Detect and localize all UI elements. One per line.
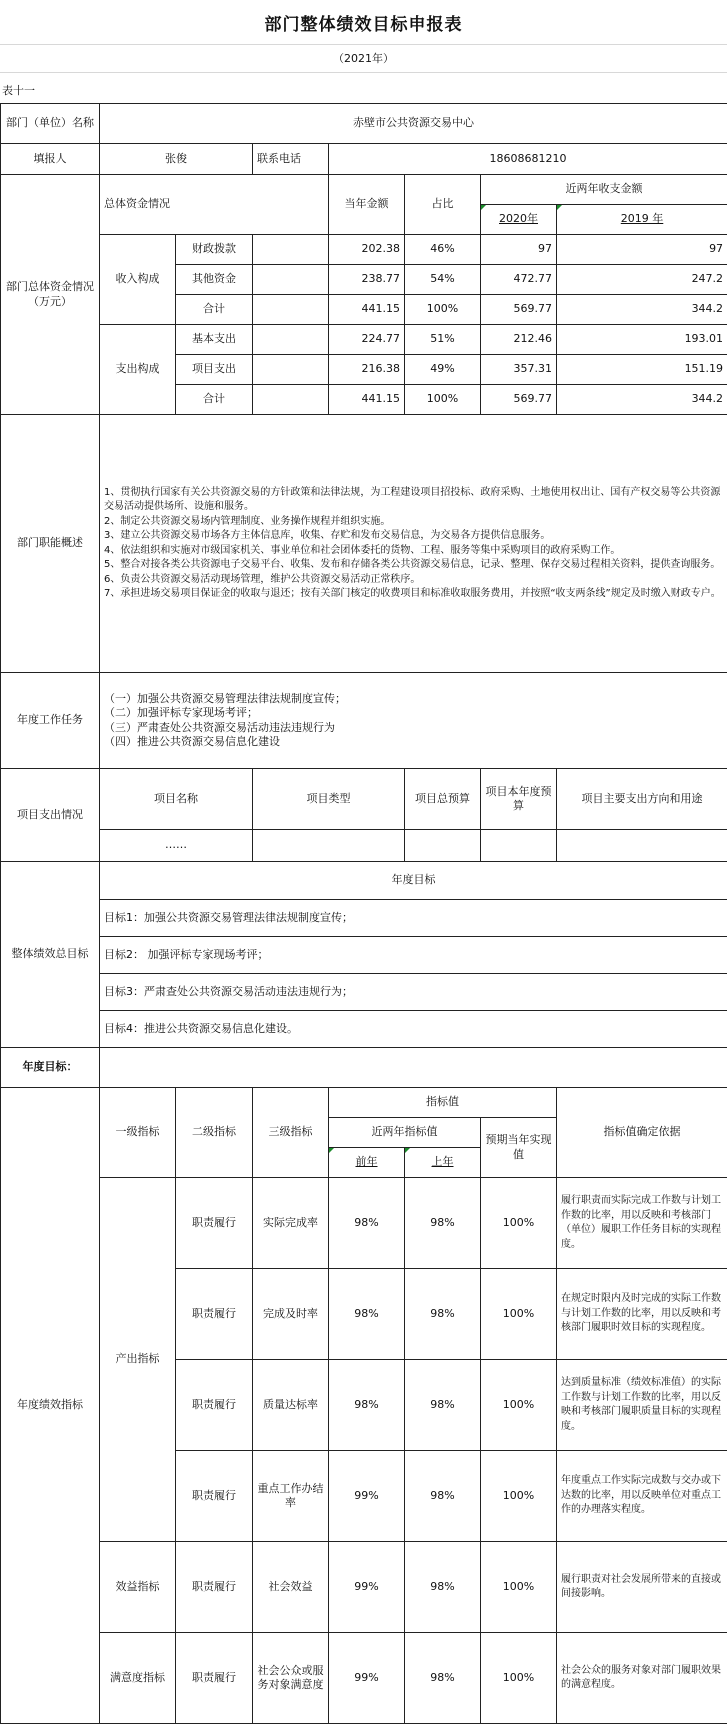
level1-header: 一级指标 <box>100 1088 176 1178</box>
basis-text: 履行职责而实际完成工作数与计划工作数的比率，用以反映和考核部门（单位）履职工作任务目标的实现程度。 <box>557 1178 727 1269</box>
amount-2020: 569.77 <box>481 295 557 325</box>
current-amount: 441.15 <box>329 385 405 415</box>
goals-header-row <box>1 862 727 900</box>
goal-item: 目标3：严肃查处公共资源交易活动违法违规行为； <box>100 974 727 1011</box>
ratio: 100% <box>405 385 481 415</box>
expected-value: 100% <box>481 1633 557 1724</box>
recent-values-header: 近两年指标值 <box>329 1118 481 1148</box>
level2-value: 职责履行 <box>176 1542 253 1633</box>
indicator-row <box>1 1633 727 1724</box>
empty-cell <box>253 265 329 295</box>
project-name: …… <box>100 830 253 862</box>
fund-item-name: 项目支出 <box>176 355 253 385</box>
level2-value: 职责履行 <box>176 1269 253 1360</box>
goals-label: 整体绩效总目标 <box>1 862 100 1048</box>
amount-2019: 193.01 <box>557 325 727 355</box>
ratio: 100% <box>405 295 481 325</box>
amount-2019: 97 <box>557 235 727 265</box>
project-name-header: 项目名称 <box>100 769 253 830</box>
ratio: 54% <box>405 265 481 295</box>
duties-text: 1、贯彻执行国家有关公共资源交易的方针政策和法律法规，为工程建设项目招投标、政府采购、土地使用权出让、国有产权交易等公共资源交易活动提供场所、设施和服务。 2、制定公共资源交易场内管理制度、业务操作规程并组织实施。 3、建立公共资源交易市场各方主体信息库，收集、存贮和发布交易信息，为交易各方提供信息服务。 4、依法组织和实施对市级国家机关、事业单位和社会团体委托的货物、工程、服务等集中采购项目的政府采购工作。 5、整合对接各类公共资源电子交易平台、收集、发布和存储各类公共资源交易信息，记录、整理、保存交易过程相关资料，提供查询服务。 6、负责公共资源交易活动现场管理，维护公共资源交易活动正常秩序。 7、承担进场交易项目保证金的收取与退还；按有关部门核定的收费项目和标准收取服务费用，并按照“收支两条线”规定及时缴入财政专户。 <box>100 415 727 673</box>
empty-cell <box>253 385 329 415</box>
fund-item-name: 合计 <box>176 295 253 325</box>
report-year: （2021年） <box>0 44 727 72</box>
level3-value: 社会公众或服务对象满意度 <box>253 1633 329 1724</box>
prev-year-header: 前年 <box>329 1148 405 1178</box>
dept-label: 部门（单位）名称 <box>1 104 100 144</box>
reporter-row <box>1 144 727 175</box>
expected-value: 100% <box>481 1542 557 1633</box>
amount-2020: 569.77 <box>481 385 557 415</box>
funds-overview-label: 总体资金情况 <box>100 175 329 235</box>
level2-value: 职责履行 <box>176 1178 253 1269</box>
last-value: 98% <box>405 1542 481 1633</box>
amount-2019: 344.2 <box>557 385 727 415</box>
indicator-row <box>1 1178 727 1269</box>
indicator-row <box>1 1542 727 1633</box>
annual-goals-header: 年度目标 <box>100 862 727 900</box>
basis-text: 履行职责对社会发展所带来的直接或间接影响。 <box>557 1542 727 1633</box>
project-use-header: 项目主要支出方向和用途 <box>557 769 727 830</box>
empty-cell <box>253 355 329 385</box>
ratio: 46% <box>405 235 481 265</box>
output-group-label: 产出指标 <box>100 1178 176 1542</box>
ratio: 49% <box>405 355 481 385</box>
goal-item: 目标4：推进公共资源交易信息化建设。 <box>100 1011 727 1048</box>
prev-value: 99% <box>329 1451 405 1542</box>
dept-name: 赤壁市公共资源交易中心 <box>100 104 727 144</box>
prev-value: 99% <box>329 1542 405 1633</box>
goal-row <box>1 1011 727 1048</box>
last-value: 98% <box>405 1178 481 1269</box>
project-total-header: 项目总预算 <box>405 769 481 830</box>
recent-years-header: 近两年收支金额 <box>481 175 727 205</box>
expected-value-header: 预期当年实现值 <box>481 1118 557 1178</box>
goal-item: 目标2： 加强评标专家现场考评； <box>100 937 727 974</box>
table-row <box>1 235 727 265</box>
prev-value: 98% <box>329 1360 405 1451</box>
empty-cell <box>100 1048 727 1088</box>
expected-value: 100% <box>481 1269 557 1360</box>
tasks-text: （一）加强公共资源交易管理法律法规制度宣传； （二）加强评标专家现场考评； （三）严肃查处公共资源交易活动违法违规行为 （四）推进公共资源交易信息化建设 <box>100 673 727 769</box>
prev-value: 99% <box>329 1633 405 1724</box>
basis-text: 在规定时限内及时完成的实际工作数与计划工作数的比率，用以反映和考核部门履职时效目标的实现程度。 <box>557 1269 727 1360</box>
satisfaction-group-label: 满意度指标 <box>100 1633 176 1724</box>
amount-2020: 97 <box>481 235 557 265</box>
level3-value: 质量达标率 <box>253 1360 329 1451</box>
ratio: 51% <box>405 325 481 355</box>
amount-2019: 247.2 <box>557 265 727 295</box>
annual-goal-row <box>1 1048 727 1088</box>
current-amount: 224.77 <box>329 325 405 355</box>
expected-value: 100% <box>481 1360 557 1451</box>
amount-2020: 472.77 <box>481 265 557 295</box>
current-amount: 216.38 <box>329 355 405 385</box>
projects-label: 项目支出情况 <box>1 769 100 862</box>
project-type-header: 项目类型 <box>253 769 405 830</box>
annual-goal-label: 年度目标： <box>1 1048 100 1088</box>
table-number: 表十一 <box>2 82 35 98</box>
funds-header-row <box>1 175 727 205</box>
last-value: 98% <box>405 1269 481 1360</box>
level2-header: 二级指标 <box>176 1088 253 1178</box>
level2-value: 职责履行 <box>176 1360 253 1451</box>
indicator-header-row <box>1 1088 727 1118</box>
year-2019-header: 2019 年 <box>557 205 727 235</box>
level2-value: 职责履行 <box>176 1633 253 1724</box>
fund-item-name: 财政拨款 <box>176 235 253 265</box>
expected-value: 100% <box>481 1451 557 1542</box>
table-row <box>1 325 727 355</box>
goal-row <box>1 937 727 974</box>
indicator-value-header: 指标值 <box>329 1088 557 1118</box>
indicators-label: 年度绩效指标 <box>1 1088 100 1724</box>
amount-2019: 151.19 <box>557 355 727 385</box>
basis-text: 社会公众的服务对象对部门履职效果的满意程度。 <box>557 1633 727 1724</box>
project-year-header: 项目本年度预算 <box>481 769 557 830</box>
current-amount: 238.77 <box>329 265 405 295</box>
expense-group-label: 支出构成 <box>100 325 176 415</box>
last-value: 98% <box>405 1633 481 1724</box>
last-value: 98% <box>405 1360 481 1451</box>
empty-cell <box>481 830 557 862</box>
empty-cell <box>253 295 329 325</box>
empty-cell <box>557 830 727 862</box>
project-row <box>1 830 727 862</box>
year-2020-header: 2020年 <box>481 205 557 235</box>
level3-value: 实际完成率 <box>253 1178 329 1269</box>
page-title: 部门整体绩效目标申报表 <box>0 0 727 44</box>
ratio-header: 占比 <box>405 175 481 235</box>
duties-label: 部门职能概述 <box>1 415 100 673</box>
amount-2020: 212.46 <box>481 325 557 355</box>
prev-value: 98% <box>329 1269 405 1360</box>
funds-section-label: 部门总体资金情况（万元） <box>1 175 100 415</box>
phone-number: 18608681210 <box>329 144 727 175</box>
dept-row <box>1 104 727 144</box>
income-group-label: 收入构成 <box>100 235 176 325</box>
empty-cell <box>405 830 481 862</box>
phone-label: 联系电话 <box>253 144 329 175</box>
performance-target-table <box>0 103 727 1724</box>
level3-value: 完成及时率 <box>253 1269 329 1360</box>
basis-header: 指标值确定依据 <box>557 1088 727 1178</box>
fund-item-name: 合计 <box>176 385 253 415</box>
benefit-group-label: 效益指标 <box>100 1542 176 1633</box>
current-amount: 202.38 <box>329 235 405 265</box>
fund-item-name: 基本支出 <box>176 325 253 355</box>
tasks-label: 年度工作任务 <box>1 673 100 769</box>
amount-2019: 344.2 <box>557 295 727 325</box>
empty-cell <box>253 830 405 862</box>
level3-value: 重点工作办结率 <box>253 1451 329 1542</box>
basis-text: 年度重点工作实际完成数与交办或下达数的比率，用以反映单位对重点工作的办理落实程度。 <box>557 1451 727 1542</box>
last-value: 98% <box>405 1451 481 1542</box>
last-year-header: 上年 <box>405 1148 481 1178</box>
expected-value: 100% <box>481 1178 557 1269</box>
tasks-row <box>1 673 727 769</box>
duties-row <box>1 415 727 673</box>
current-amount: 441.15 <box>329 295 405 325</box>
empty-cell <box>253 325 329 355</box>
level3-header: 三级指标 <box>253 1088 329 1178</box>
reporter-name: 张俊 <box>100 144 253 175</box>
level2-value: 职责履行 <box>176 1451 253 1542</box>
goal-item: 目标1：加强公共资源交易管理法律法规制度宣传； <box>100 900 727 937</box>
goal-row <box>1 974 727 1011</box>
divider <box>0 72 727 73</box>
fund-item-name: 其他资金 <box>176 265 253 295</box>
reporter-label: 填报人 <box>1 144 100 175</box>
project-header-row <box>1 769 727 830</box>
empty-cell <box>253 235 329 265</box>
amount-2020: 357.31 <box>481 355 557 385</box>
prev-value: 98% <box>329 1178 405 1269</box>
goal-row <box>1 900 727 937</box>
current-amount-header: 当年金额 <box>329 175 405 235</box>
basis-text: 达到质量标准（绩效标准值）的实际工作数与计划工作数的比率，用以反映和考核部门履职质量目标的实现程度。 <box>557 1360 727 1451</box>
level3-value: 社会效益 <box>253 1542 329 1633</box>
